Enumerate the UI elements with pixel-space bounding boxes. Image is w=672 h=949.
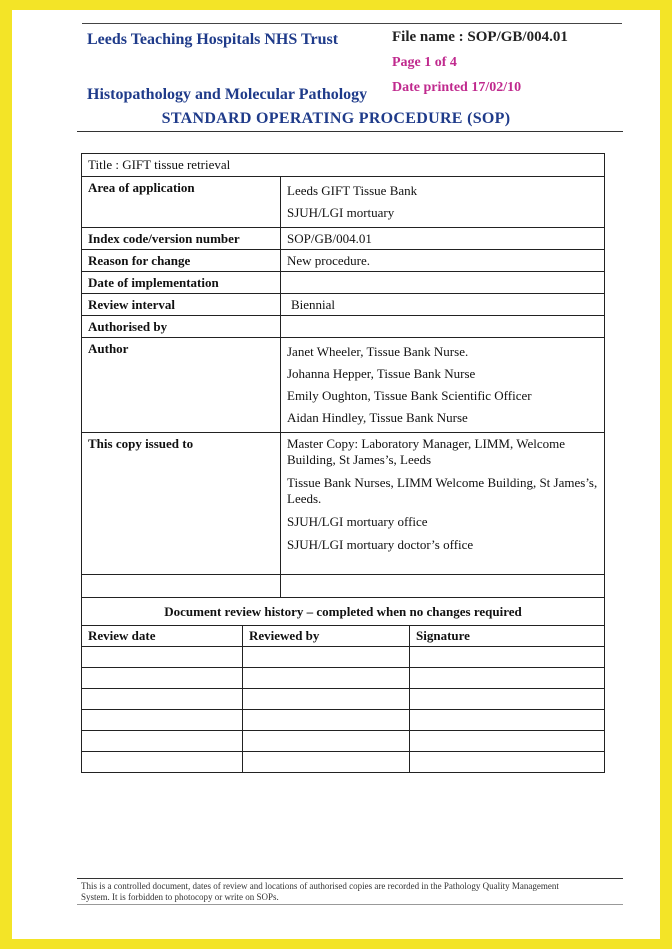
author-entry: Aidan Hindley, Tissue Bank Nurse [287,410,468,425]
reviewed-by-cell[interactable] [243,731,410,752]
issued-entry: SJUH/LGI mortuary office [287,514,428,529]
sop-title-cell [82,154,605,177]
reviewed-by-cell[interactable] [243,752,410,773]
author-entry: Johanna Hepper, Tissue Bank Nurse [287,366,476,381]
signature-cell[interactable] [410,668,605,689]
file-name: File name : SOP/GB/004.01 [392,29,568,45]
reviewed-by-cell[interactable] [243,689,410,710]
implementation-label: Date of implementation [82,272,281,294]
authorised-row [82,316,605,338]
review-header-row [82,626,605,647]
signature-cell[interactable] [410,710,605,731]
history-title-row [82,598,605,626]
review-date-header: Review date [82,626,243,647]
authorised-value [281,316,605,338]
implementation-value [281,272,605,294]
reason-label: Reason for change [82,250,281,272]
author-label: Author [82,338,281,433]
date-printed: Date printed 17/02/10 [392,80,522,95]
issued-entry: Tissue Bank Nurses, LIMM Welcome Building, St James’s, Leeds. [287,475,598,506]
area-value-cell [281,177,605,228]
author-row [82,338,605,433]
review-interval-row [82,294,605,316]
page-number: Page 1 of 4 [392,55,457,70]
blank-cell [82,575,281,598]
review-date-cell[interactable] [82,710,243,731]
index-row [82,228,605,250]
sop-details-table [81,153,605,626]
implementation-row [82,272,605,294]
blank-cell [281,575,605,598]
signature-cell[interactable] [410,689,605,710]
review-row [82,689,605,710]
review-row [82,668,605,689]
author-entry: Janet Wheeler, Tissue Bank Nurse. [287,344,469,359]
review-date-cell[interactable] [82,668,243,689]
review-row [82,647,605,668]
sop-title: Title : GIFT tissue retrieval [88,157,231,172]
review-history-table [81,625,605,773]
reviewed-by-cell[interactable] [243,668,410,689]
footer-bottom-rule [77,904,623,905]
index-value: SOP/GB/004.01 [281,228,605,250]
issued-entry: SJUH/LGI mortuary doctor’s office [287,537,474,552]
heading-rule [77,131,623,132]
author-entry: Emily Oughton, Tissue Bank Scientific Officer [287,388,532,403]
issued-label: This copy issued to [82,433,281,575]
footer-rule [77,878,623,879]
area-row [82,177,605,228]
review-interval-value: Biennial [281,294,605,316]
area-label: Area of application [82,177,281,228]
issued-list [281,433,605,575]
signature-cell[interactable] [410,647,605,668]
review-date-cell[interactable] [82,731,243,752]
review-row [82,752,605,773]
signature-cell[interactable] [410,752,605,773]
area-value: SJUH/LGI mortuary [287,205,395,220]
reason-row [82,250,605,272]
department-name: Histopathology and Molecular Pathology [87,86,368,103]
reviewed-by-cell[interactable] [243,710,410,731]
index-label: Index code/version number [82,228,281,250]
sop-heading: STANDARD OPERATING PROCEDURE (SOP) [161,110,511,127]
review-interval-label: Review interval [82,294,281,316]
issued-row [82,433,605,575]
issued-entry: Master Copy: Laboratory Manager, LIMM, Welcome Building, St James’s, Leeds [287,436,565,467]
area-value: Leeds GIFT Tissue Bank [287,183,418,198]
title-row [82,154,605,177]
signature-cell[interactable] [410,731,605,752]
review-row [82,731,605,752]
history-title: Document review history – completed when no changes required [82,598,605,626]
authorised-label: Authorised by [82,316,281,338]
review-date-cell[interactable] [82,689,243,710]
reviewed-by-header: Reviewed by [243,626,410,647]
reason-value: New procedure. [281,250,605,272]
review-row [82,710,605,731]
author-list [281,338,605,433]
review-date-cell[interactable] [82,752,243,773]
blank-row [82,575,605,598]
reviewed-by-cell[interactable] [243,647,410,668]
footer-notice: This is a controlled document, dates of review and locations of authorised copies are recorded in the Pathology Quality Management System. It is forbidden to photocopy or write on SOPs. [81,881,559,902]
header-top-rule [82,23,622,24]
document-page [12,10,660,939]
signature-header: Signature [410,626,605,647]
trust-name: Leeds Teaching Hospitals NHS Trust [87,31,339,48]
review-date-cell[interactable] [82,647,243,668]
